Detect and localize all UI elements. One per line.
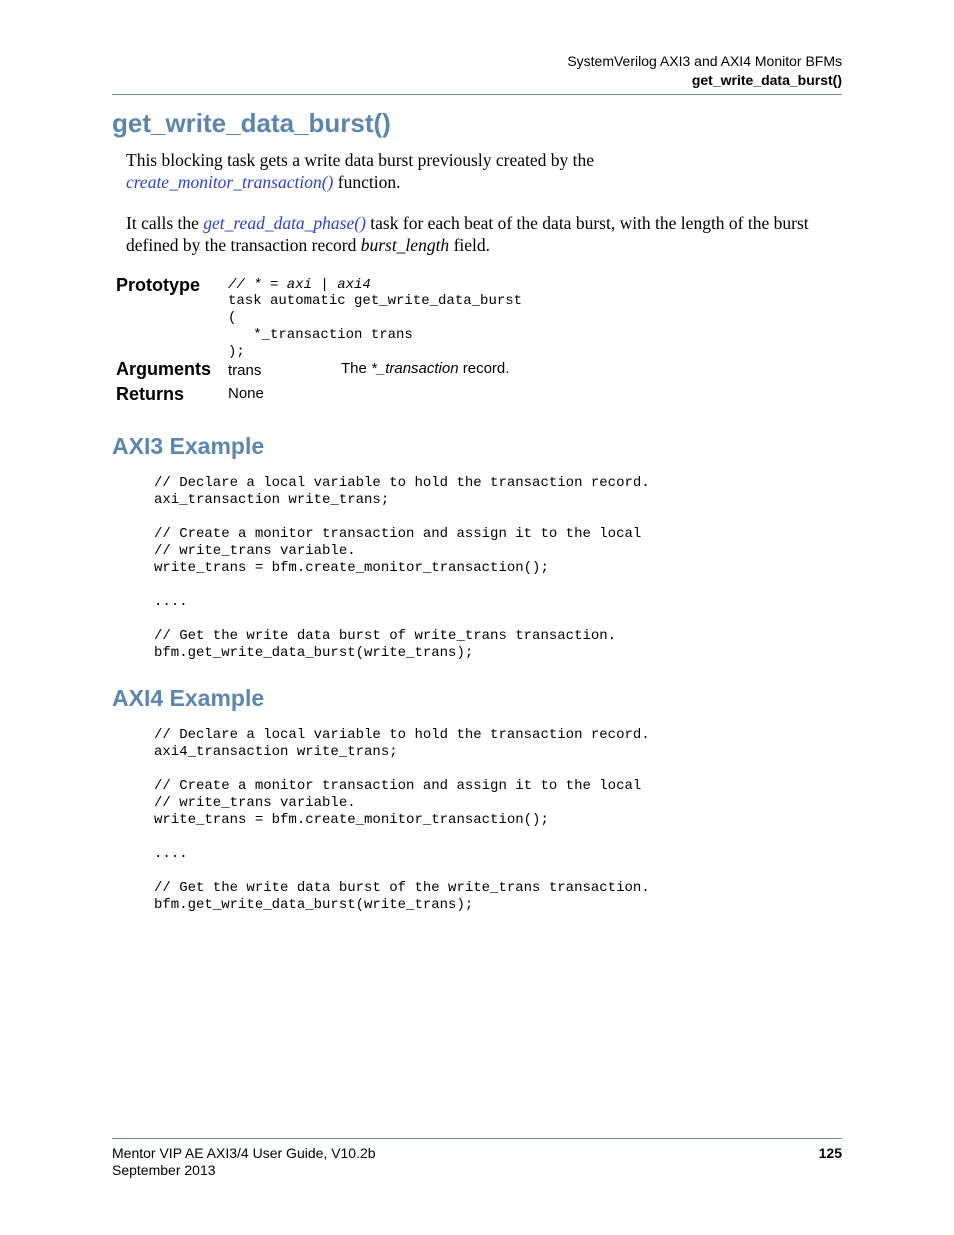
intro-p2-after: field.	[449, 234, 491, 255]
intro-p1-text: This blocking task gets a write data burst previously created by the	[126, 150, 594, 170]
axi4-example-heading: AXI4 Example	[112, 685, 265, 711]
prototype-code: task automatic get_write_data_burst ( *_transaction trans );	[228, 293, 523, 360]
header-rule	[112, 94, 842, 95]
arg-desc-type: *_transaction	[371, 360, 459, 377]
page-number: 125	[818, 1145, 842, 1161]
get-read-data-phase-link[interactable]: get_read_data_phase()	[203, 213, 366, 233]
footer-info	[112, 1145, 376, 1179]
burst-length-field: burst_length	[360, 234, 450, 255]
prototype-comment: // * = axi | axi4	[228, 277, 371, 293]
arg-desc-after: record.	[458, 360, 510, 377]
header-chapter: SystemVerilog AXI3 and AXI4 Monitor BFMs	[567, 53, 842, 69]
axi4-example-code: // Declare a local variable to hold the transaction record. axi4_transaction write_trans; // Create a monitor transaction and assign it to the local // write_trans variable. write_trans = bfm.create_monitor_transaction(); .... // Get the write data burst of the write_trans transaction. bfm.get_write_data_burst(write_trans);	[154, 727, 650, 913]
prototype-label: Prototype	[116, 275, 201, 295]
footer-date: September 2013	[112, 1162, 216, 1178]
argument-name: trans	[228, 362, 262, 379]
footer-guide-title: Mentor VIP AE AXI3/4 User Guide, V10.2b	[112, 1145, 376, 1161]
intro-p2-text: It calls the	[126, 213, 204, 233]
arguments-label: Arguments	[116, 359, 212, 379]
argument-description	[341, 360, 509, 377]
intro-p2-mid: task for each beat of the data burst, with the length of the burst defined by the transaction record	[126, 213, 809, 255]
intro-paragraph-1	[126, 150, 826, 193]
returns-value: None	[228, 385, 264, 402]
header-section: get_write_data_burst()	[691, 72, 842, 88]
page-title: get_write_data_burst()	[112, 108, 391, 138]
intro-paragraph-2	[126, 213, 826, 256]
axi3-example-heading: AXI3 Example	[112, 433, 265, 459]
axi3-example-code: // Declare a local variable to hold the transaction record. axi_transaction write_trans; // Create a monitor transaction and assign it to the local // write_trans variable. write_trans = bfm.create_monitor_transaction(); .... // Get the write data burst of write_trans transaction. bfm.get_write_data_burst(write_trans);	[154, 475, 650, 661]
create-monitor-transaction-link[interactable]: create_monitor_transaction()	[126, 171, 334, 192]
footer-rule	[112, 1138, 842, 1139]
returns-label: Returns	[116, 384, 185, 404]
arg-desc-before: The	[341, 360, 372, 377]
intro-p1-after: function.	[333, 171, 401, 192]
running-header	[567, 52, 842, 90]
